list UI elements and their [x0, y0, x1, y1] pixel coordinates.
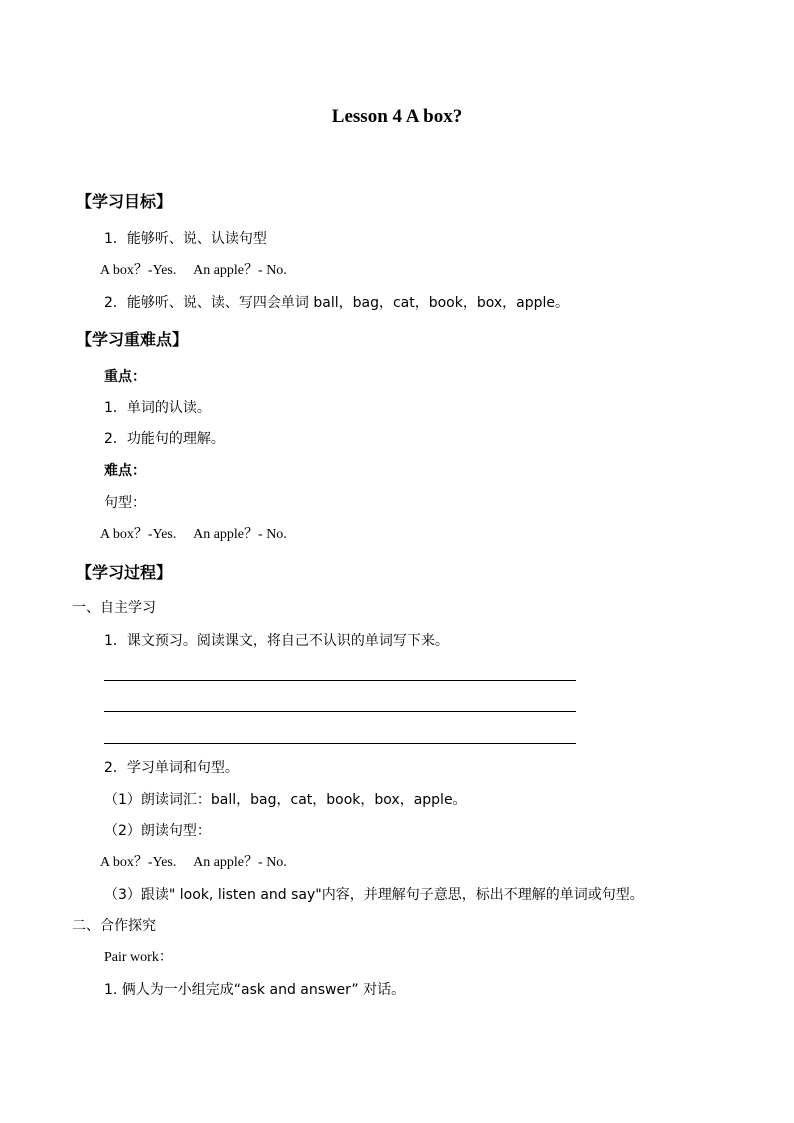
objective-1: 1．能够听、说、认读句型: [104, 231, 267, 247]
heading-objectives: 【学习目标】: [76, 192, 173, 211]
pair-work-label: Pair work：: [104, 950, 173, 965]
answer-line-1[interactable]: [104, 680, 576, 681]
step-1: 1．课文预习。阅读课文，将自己不认识的单词写下来。: [104, 633, 449, 649]
step-2-follow-read: （3）跟读" look, listen and say"内容，并理解句子意思，标出不理解的单词或句型。: [104, 887, 644, 903]
step-2: 2．学习单词和句型。: [104, 760, 239, 776]
key-point-1: 1．单词的认读。: [104, 400, 211, 416]
objective-1-pattern: A box？-Yes. An apple？- No.: [100, 263, 287, 278]
step-2-pattern-line: A box？-Yes. An apple？- No.: [100, 855, 287, 870]
difficulty-sub: 句型：: [104, 495, 146, 511]
part-2-heading: 二、合作探究: [72, 918, 156, 934]
answer-line-3[interactable]: [104, 743, 576, 744]
page-title: Lesson 4 A box?: [331, 106, 463, 127]
heading-keypoints: 【学习重难点】: [76, 330, 189, 349]
part-1-heading: 一、自主学习: [72, 600, 156, 616]
step-2-patterns: （2）朗读句型：: [104, 823, 211, 839]
difficulty-pattern: A box？-Yes. An apple？- No.: [100, 527, 287, 542]
heading-process: 【学习过程】: [76, 563, 173, 582]
key-label: 重点：: [104, 369, 146, 385]
key-point-2: 2．功能句的理解。: [104, 431, 225, 447]
difficulty-label: 难点：: [104, 463, 146, 479]
answer-line-2[interactable]: [104, 711, 576, 712]
step-2-vocab: （1）朗读词汇：ball，bag，cat，book，box，apple。: [104, 792, 467, 808]
objective-2: 2．能够听、说、读、写四会单词 ball，bag，cat，book，box，apple。: [104, 295, 570, 311]
pair-work-1: 1. 俩人为一小组完成“ask and answer” 对话。: [104, 982, 406, 998]
